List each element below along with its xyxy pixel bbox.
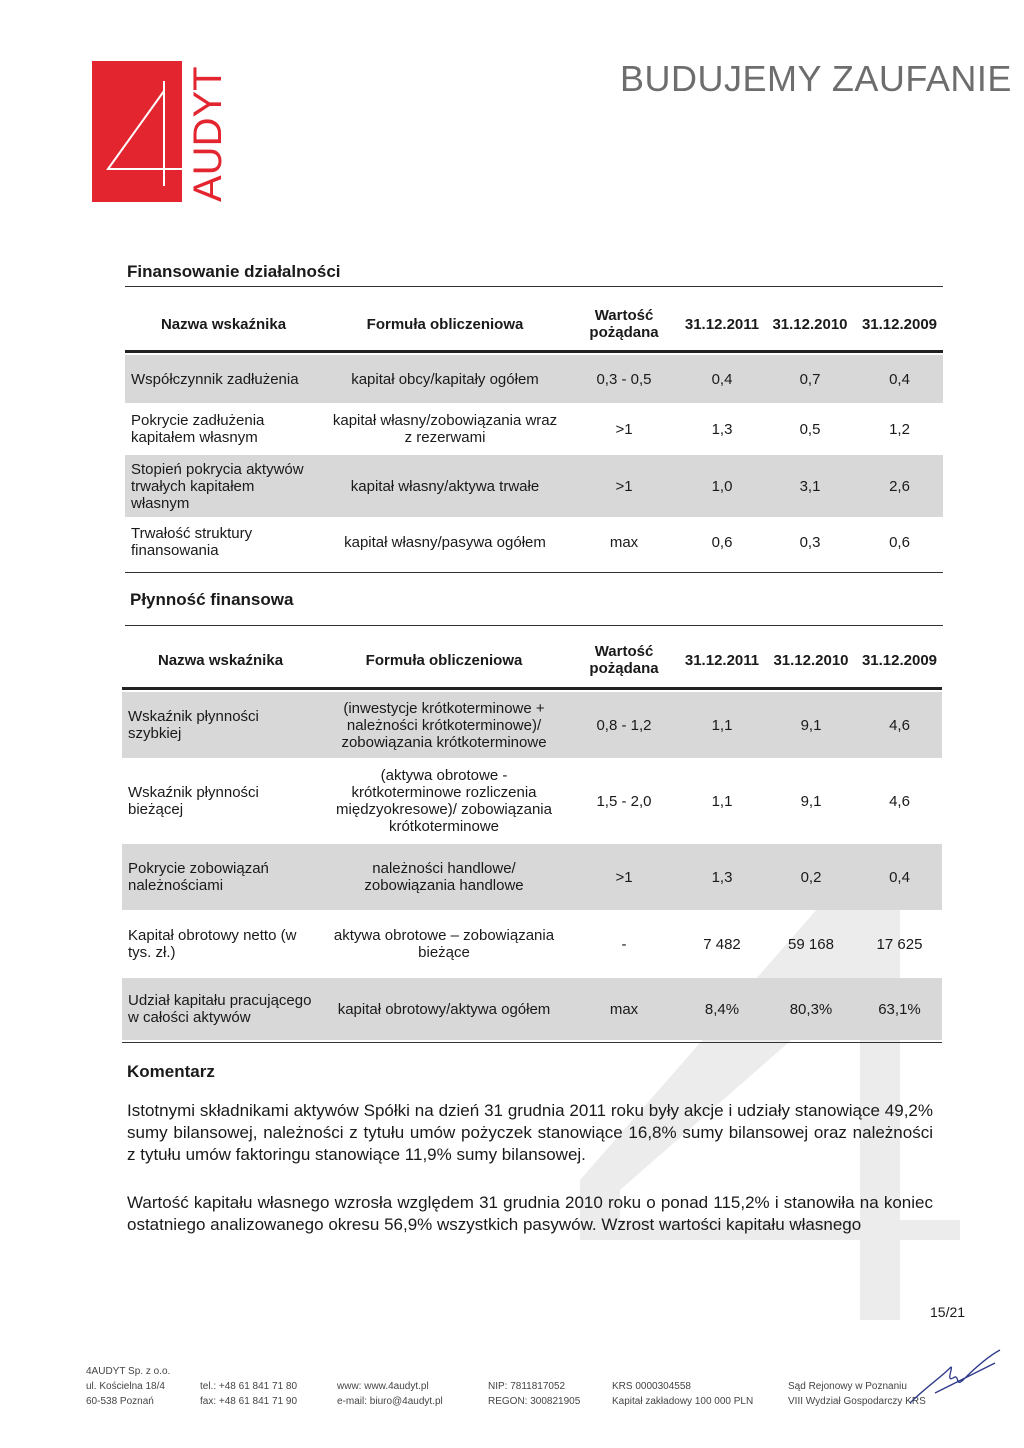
logo-wordmark <box>185 61 227 202</box>
value-2011: 1,3 <box>711 420 733 438</box>
address-street: ul. Kościelna 18/4 <box>86 1381 165 1392</box>
target-value: - <box>621 935 627 953</box>
divider <box>122 1042 942 1043</box>
value-2009: 0,4 <box>856 355 943 403</box>
indicator-name: Trwałość struktury finansowania <box>131 525 253 559</box>
section-title-liquidity: Płynność finansowa <box>130 590 294 609</box>
formula: kapitał własny/aktywa trwałe <box>322 455 568 517</box>
value-2011: 1,3 <box>679 844 765 910</box>
table-row <box>122 692 942 758</box>
target-value: >1 <box>615 420 633 438</box>
indicator-name: Wskaźnik płynności szybkiej <box>122 692 319 758</box>
section-title-financing: Finansowanie działalności <box>127 262 341 281</box>
value-2011: 7 482 <box>703 935 741 953</box>
indicator-name: Pokrycie zadłużenia kapitałem własnym <box>131 412 265 446</box>
target-value: 1,5 - 2,0 <box>596 792 652 810</box>
formula: aktywa obrotowe – zobowiązania bieżące <box>333 927 555 961</box>
value-2011: 0,6 <box>711 533 733 551</box>
indicator-name: Pokrycie zobowiązań należnościami <box>122 844 319 910</box>
value-2009: 0,6 <box>889 533 910 551</box>
value-2011: 8,4% <box>679 978 765 1040</box>
address-city: 60-538 Poznań <box>86 1396 154 1407</box>
value-2009: 0,4 <box>857 844 942 910</box>
value-2010: 3,1 <box>764 455 856 517</box>
footer-company <box>86 1364 170 1409</box>
phone: tel.: +48 61 841 71 80 <box>200 1381 298 1392</box>
court: Sąd Rejonowy w Poznaniu <box>788 1381 907 1392</box>
table-row <box>125 403 943 455</box>
logo-red-square <box>92 61 182 202</box>
value-2009: 63,1% <box>857 978 942 1040</box>
divider <box>125 572 943 573</box>
table-row <box>122 910 942 978</box>
table-row <box>122 978 942 1040</box>
indicator-name: Stopień pokrycia aktywów trwałych kapitałem własnym <box>125 455 322 517</box>
value-2009: 17 625 <box>876 935 923 953</box>
col-header: Wartość pożądana <box>589 307 659 341</box>
col-header: 31.12.2009 <box>861 651 938 669</box>
value-2010: 0,2 <box>765 844 857 910</box>
target-value: 0,8 - 1,2 <box>569 692 679 758</box>
slogan: BUDUJEMY ZAUFANIE <box>620 58 1012 99</box>
table-row <box>125 517 943 567</box>
formula: (inwestycje krótkoterminowe + należności krótkoterminowe)/ zobowiązania krótkoterminowe <box>319 692 569 758</box>
value-2010: 0,7 <box>764 355 856 403</box>
indicator-name: Kapitał obrotowy netto (w tys. zł.) <box>128 927 297 961</box>
comment-paragraph-2: Wartość kapitału własnego wzrosła względem 31 grudnia 2010 roku o ponad 115,2% i stanowiła na koniec ostatniego analizowanego okresu 56,9% wszystkich pasywów. Wzrost wartości kapitału własnego <box>127 1193 933 1234</box>
table-header-row <box>125 298 943 350</box>
comment-paragraph-1: Istotnymi składnikami aktywów Spółki na dzień 31 grudnia 2011 roku były akcje i udziały stanowiące 49,2% sumy bilansowej, należności z tytułu umów pożyczek stanowiące 16,8% sumy bilansowej oraz należności z tytułu umów faktoringu stanowiące 11,9% sumy bilansowej. <box>127 1101 933 1164</box>
target-value: max <box>569 978 679 1040</box>
value-2010: 9,1 <box>800 792 822 810</box>
target-value: max <box>609 533 639 551</box>
regon: REGON: 300821905 <box>488 1396 581 1407</box>
table-row <box>122 844 942 910</box>
nip: NIP: 7811817052 <box>488 1381 566 1392</box>
financing-table <box>125 298 943 350</box>
value-2010: 0,5 <box>799 420 821 438</box>
formula: należności handlowe/ zobowiązania handlowe <box>319 844 569 910</box>
col-header: 31.12.2010 <box>772 315 848 333</box>
krs: KRS 0000304558 <box>612 1381 691 1392</box>
divider <box>125 625 943 626</box>
formula: kapitał własny/pasywa ogółem <box>344 533 546 551</box>
value-2011: 1,0 <box>680 455 764 517</box>
comment-heading: Komentarz <box>127 1062 215 1081</box>
value-2010: 80,3% <box>765 978 857 1040</box>
table-header-row <box>122 634 942 686</box>
col-header: Nazwa wskaźnika <box>160 315 287 333</box>
formula: kapitał obcy/kapitały ogółem <box>322 355 568 403</box>
footer-ids <box>488 1379 580 1409</box>
formula: (aktywa obrotowe - krótkoterminowe rozliczenia międzyokresowe)/ zobowiązania krótkoterminowe <box>336 767 552 835</box>
financing-table-body <box>125 355 943 567</box>
divider <box>125 350 943 353</box>
target-value: >1 <box>569 844 679 910</box>
company-name: 4AUDYT Sp. z o.o. <box>86 1366 171 1377</box>
col-header: Formuła obliczeniowa <box>365 651 523 669</box>
target-value: 0,3 - 0,5 <box>568 355 680 403</box>
liquidity-table <box>122 634 942 686</box>
liquidity-table-body <box>122 692 942 1040</box>
table-row <box>122 758 942 844</box>
share-capital: Kapitał zakładowy 100 000 PLN <box>612 1396 754 1407</box>
court-division: VIII Wydział Gospodarczy KRS <box>788 1396 926 1407</box>
signature <box>905 1348 1005 1408</box>
email-link: e-mail: biuro@4audyt.pl <box>337 1396 443 1407</box>
value-2011: 0,4 <box>680 355 764 403</box>
col-header: Formuła obliczeniowa <box>366 315 524 333</box>
website-link: www: www.4audyt.pl <box>337 1381 429 1392</box>
col-header: 31.12.2011 <box>684 651 760 669</box>
value-2011: 1,1 <box>679 692 765 758</box>
table-row <box>125 455 943 517</box>
value-2010: 9,1 <box>765 692 857 758</box>
formula: kapitał obrotowy/aktywa ogółem <box>319 978 569 1040</box>
footer-web <box>337 1379 443 1409</box>
indicator-name: Udział kapitału pracującego w całości aktywów <box>122 978 319 1040</box>
value-2009: 2,6 <box>856 455 943 517</box>
col-header: Wartość pożądana <box>589 643 659 677</box>
value-2009: 4,6 <box>889 792 910 810</box>
fax: fax: +48 61 841 71 90 <box>200 1396 298 1407</box>
indicator-name: Wskaźnik płynności bieżącej <box>128 784 259 818</box>
table-row <box>125 355 943 403</box>
indicator-name: Współczynnik zadłużenia <box>125 355 322 403</box>
value-2009: 1,2 <box>889 420 910 438</box>
target-value: >1 <box>568 455 680 517</box>
col-header: 31.12.2009 <box>861 315 938 333</box>
formula: kapitał własny/zobowiązania wraz z rezerwami <box>332 412 558 446</box>
footer-phone <box>200 1379 297 1409</box>
col-header: 31.12.2010 <box>773 651 849 669</box>
logo-four-glyph <box>92 61 182 202</box>
footer-krs <box>612 1379 753 1409</box>
svg-text:AUDYT: AUDYT <box>186 66 227 202</box>
value-2010: 0,3 <box>799 533 821 551</box>
col-header: 31.12.2011 <box>684 315 760 333</box>
value-2011: 1,1 <box>711 792 733 810</box>
value-2009: 4,6 <box>857 692 942 758</box>
divider <box>125 286 943 287</box>
divider <box>122 687 942 690</box>
col-header: Nazwa wskaźnika <box>157 651 284 669</box>
value-2010: 59 168 <box>788 935 834 953</box>
page-number: 15/21 <box>930 1304 966 1320</box>
